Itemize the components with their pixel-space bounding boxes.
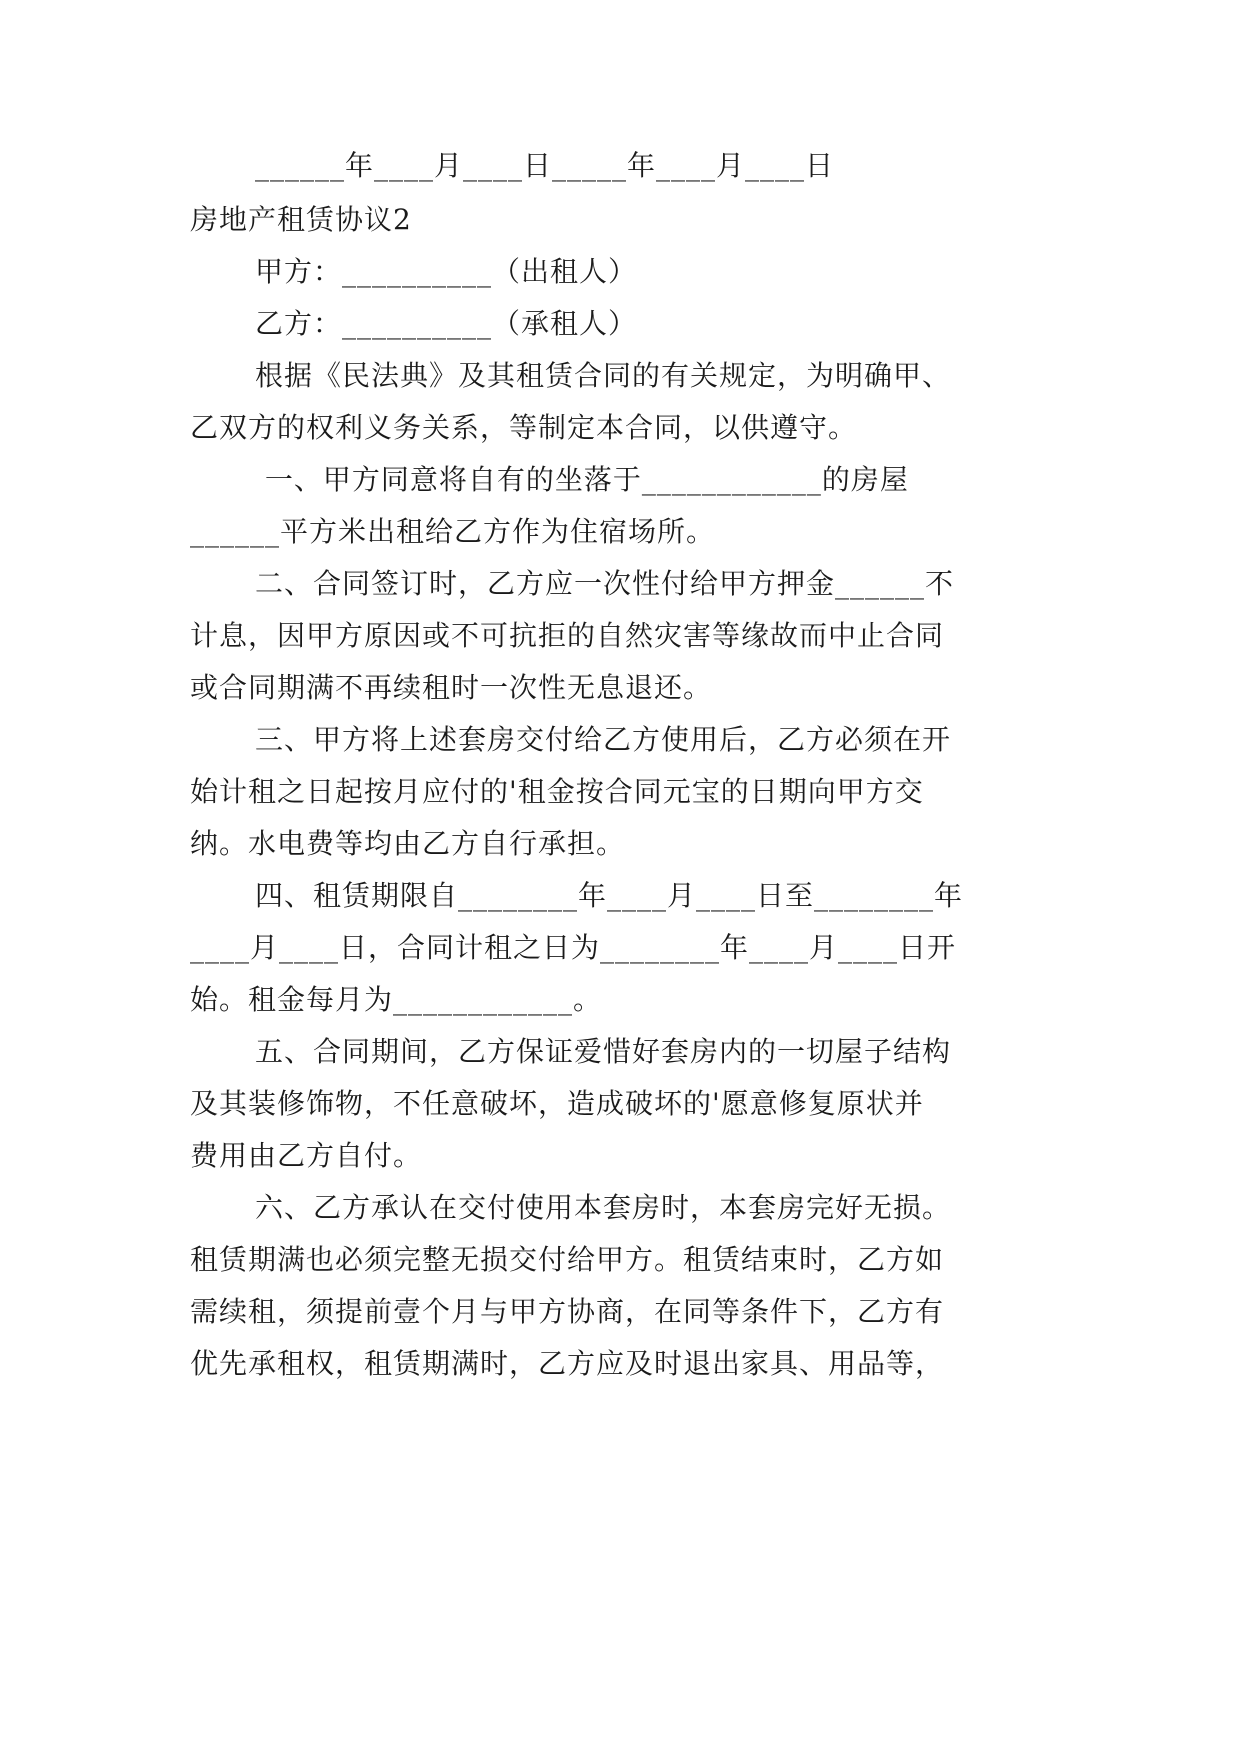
paragraph-line: ____月____日，合同计租之日为________年____月____日开 xyxy=(190,931,957,964)
paragraph-line: 计息，因甲方原因或不可抗拒的自然灾害等缘故而中止合同 xyxy=(190,619,945,652)
date-line: ______年____月____日_____年____月____日 xyxy=(255,149,835,182)
paragraph-line: 始。租金每月为____________。 xyxy=(190,983,603,1016)
paragraph-line: 二、合同签订时，乙方应一次性付给甲方押金______不 xyxy=(255,567,955,600)
paragraph-line: 或合同期满不再续租时一次性无息退还。 xyxy=(190,671,713,704)
paragraph-line: 五、合同期间，乙方保证爱惜好套房内的一切屋子结构 xyxy=(255,1035,952,1068)
paragraph-line: 三、甲方将上述套房交付给乙方使用后，乙方必须在开 xyxy=(255,723,952,756)
paragraph-line: 需续租，须提前壹个月与甲方协商，在同等条件下，乙方有 xyxy=(190,1295,945,1328)
paragraph-line: 乙双方的权利义务关系，等制定本合同，以供遵守。 xyxy=(190,411,858,444)
party-b-line: 乙方：__________（承租人） xyxy=(255,307,638,340)
paragraph-line: 纳。水电费等均由乙方自行承担。 xyxy=(190,827,626,860)
document-title: 房地产租赁协议2 xyxy=(190,203,412,236)
paragraph-line: 及其装修饰物，不任意破坏，造成破坏的'愿意修复原状并 xyxy=(190,1087,924,1120)
paragraph-line: 优先承租权，租赁期满时，乙方应及时退出家具、用品等， xyxy=(190,1347,945,1380)
paragraph-line: 六、乙方承认在交付使用本套房时，本套房完好无损。 xyxy=(255,1191,952,1224)
paragraph-line: ______平方米出租给乙方作为住宿场所。 xyxy=(190,515,716,548)
paragraph-line: 始计租之日起按月应付的'租金按合同元宝的日期向甲方交 xyxy=(190,775,924,808)
paragraph-line: 一、甲方同意将自有的坐落于____________的房屋 xyxy=(255,463,909,496)
paragraph-line: 四、租赁期限自________年____月____日至________年 xyxy=(255,879,964,912)
paragraph-line: 根据《民法典》及其租赁合同的有关规定，为明确甲、 xyxy=(255,359,952,392)
paragraph-line: 租赁期满也必须完整无损交付给甲方。租赁结束时，乙方如 xyxy=(190,1243,945,1276)
party-a-line: 甲方：__________（出租人） xyxy=(255,255,638,288)
paragraph-line: 费用由乙方自付。 xyxy=(190,1139,423,1172)
